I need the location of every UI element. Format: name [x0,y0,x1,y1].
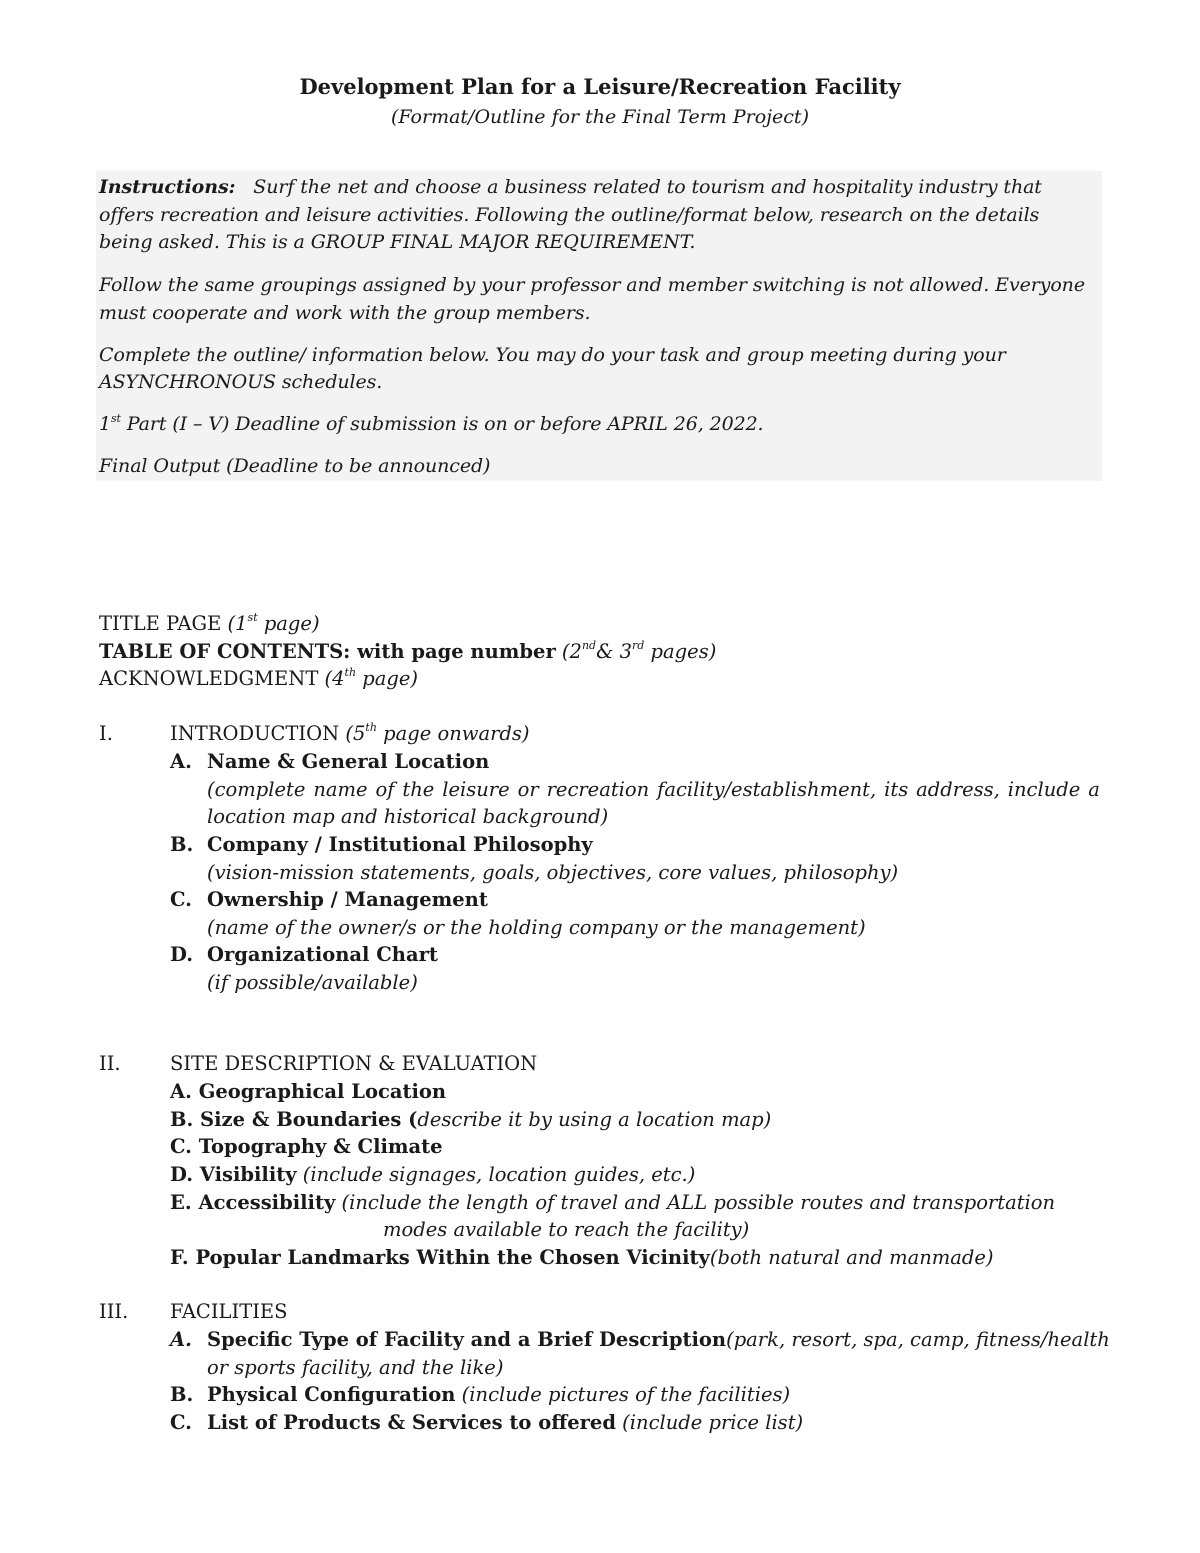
toc-note-sup2: rd [632,639,645,652]
section-1-d-title: Organizational Chart [207,943,438,966]
section-3-c-title: List of Products & Services to offered [207,1411,616,1434]
section-3-a-letter: A. [170,1328,192,1351]
section-2-numeral: II. [99,1052,121,1075]
justified-word: a [1088,778,1100,801]
section-1-b-desc: (vision-mission statements, goals, objectives, core values, philosophy) [207,861,899,884]
section-2-heading: SITE DESCRIPTION & EVALUATION [170,1052,538,1075]
front-matter-acknowledgment [99,666,418,690]
section-1-b-title: Company / Institutional Philosophy [207,833,593,856]
section-3-b-title: Physical Configuration [207,1383,456,1406]
section-1-c-title: Ownership / Management [207,888,488,911]
section-3-a-title: Specific Type of Facility and a Brief Description [207,1328,727,1351]
justified-word: its [884,778,909,801]
section-2-b-note: describe it by using a location map) [417,1108,772,1131]
section-1-heading-text: INTRODUCTION [170,722,340,745]
section-3-numeral: III. [99,1300,129,1323]
justified-word: of [375,778,395,801]
section-1-c-letter: C. [170,888,192,911]
section-3-a-note-line-2: or sports facility, and the like) [207,1356,504,1379]
section-1-note-sup: th [365,721,377,734]
title-page-label: TITLE PAGE [99,612,222,635]
instructions-deadline [99,412,764,435]
ack-note-sup: th [344,666,357,679]
ack-note-a: (4 [324,667,345,690]
toc-note-b: & 3 [596,640,633,663]
toc-note-sup1: nd [581,639,597,652]
section-2-f-title: F. Popular Landmarks Within the Chosen Vicinity [170,1246,710,1269]
section-1-d-letter: D. [170,943,194,966]
section-1-c-desc: (name of the owner/s or the holding company or the management) [207,916,866,939]
section-2-b [170,1110,771,1130]
deadline-part-suffix: st [111,412,121,425]
justified-word: include [1007,778,1081,801]
section-1-b-letter: B. [170,833,194,856]
justified-word: recreation [546,778,650,801]
justified-word: address, [916,778,1000,801]
section-1-a-desc-line-2: location map and historical background) [207,805,609,828]
section-2-e-note: (include the length of travel and ALL possible routes and transportation [335,1191,1056,1214]
section-2-a: A. Geographical Location [170,1080,447,1103]
section-1-heading [170,721,530,745]
instructions-final-output: Final Output (Deadline to be announced) [99,455,491,477]
ack-note [325,667,418,690]
section-3-a [207,1330,1110,1350]
instructions-line-7: ASYNCHRONOUS schedules. [99,371,383,393]
instructions-line-5: must cooperate and work with the group members. [99,302,591,324]
section-2-f-note: (both natural and manmade) [709,1246,994,1269]
title-page-note-b: page) [257,612,320,635]
section-2-d-note: (include signages, location guides, etc.) [296,1163,696,1186]
justified-word: or [517,778,539,801]
front-matter-title-page [99,611,320,635]
toc-note-a: (2 [561,640,582,663]
instructions-line-4: Follow the same groupings assigned by your professor and member switching is not allowed. Everyone [99,274,1085,296]
front-matter-toc [99,639,717,663]
instructions-line-6: Complete the outline/ information below. You may do your task and group meeting during your [99,344,1006,366]
section-3-b-note: (include pictures of the facilities) [455,1383,791,1406]
section-3-c [207,1413,803,1433]
section-3-c-letter: C. [170,1411,192,1434]
instructions-line-1 [99,178,1042,197]
section-2-f [170,1248,994,1268]
document-title: Development Plan for a Leisure/Recreation Facility [299,74,901,99]
ack-note-b: page) [356,667,418,690]
justified-word: the [402,778,435,801]
section-1-a-letter: A. [170,750,192,773]
deadline-part-number: 1 [99,413,111,435]
section-2-c: C. Topography & Climate [170,1135,443,1158]
instructions-label: Instructions: [99,176,236,198]
title-page-note [228,612,320,635]
section-3-c-note: (include price list) [615,1411,804,1434]
toc-note [562,640,716,663]
justified-word: (complete [207,778,306,801]
section-1-a-desc-line-1 [207,780,1100,800]
section-3-a-note: (park, resort, spa, camp, fitness/health [726,1328,1110,1351]
section-3-b [207,1385,790,1405]
section-3-heading: FACILITIES [170,1300,288,1323]
ack-label: ACKNOWLEDGMENT [99,667,319,690]
instructions-text: Surf the net and choose a business related to tourism and hospitality industry that [253,176,1042,198]
title-page-note-sup: st [247,611,258,624]
justified-word: facility/establishment, [657,778,877,801]
section-2-e-note-line-2: modes available to reach the facility) [383,1218,750,1241]
section-1-d-desc: (if possible/available) [207,971,418,994]
justified-word: leisure [442,778,510,801]
section-2-d [170,1165,695,1185]
instructions-line-2: offers recreation and leisure activities. Following the outline/format below, research on the details [99,204,1040,226]
section-1-note-b: page onwards) [376,722,530,745]
section-1-a-title: Name & General Location [207,750,490,773]
section-2-e-title: E. Accessibility [170,1191,336,1214]
document-subtitle: (Format/Outline for the Final Term Project) [391,106,809,128]
toc-note-c: pages) [644,640,717,663]
section-1-note [345,722,529,745]
title-page-note-a: (1 [227,612,248,635]
section-3-b-letter: B. [170,1383,194,1406]
section-2-d-title: D. Visibility [170,1163,297,1186]
toc-label: TABLE OF CONTENTS: with page number [99,640,556,663]
section-2-e [170,1193,1055,1213]
justified-word: name [313,778,368,801]
instructions-line-3: being asked. This is a GROUP FINAL MAJOR REQUIREMENT. [99,231,696,253]
section-1-note-a: (5 [345,722,366,745]
section-2-b-title: B. Size & Boundaries ( [170,1108,418,1131]
deadline-text: Part (I – V) Deadline of submission is on or before APRIL 26, 2022. [120,413,764,435]
section-1-numeral: I. [99,722,113,745]
